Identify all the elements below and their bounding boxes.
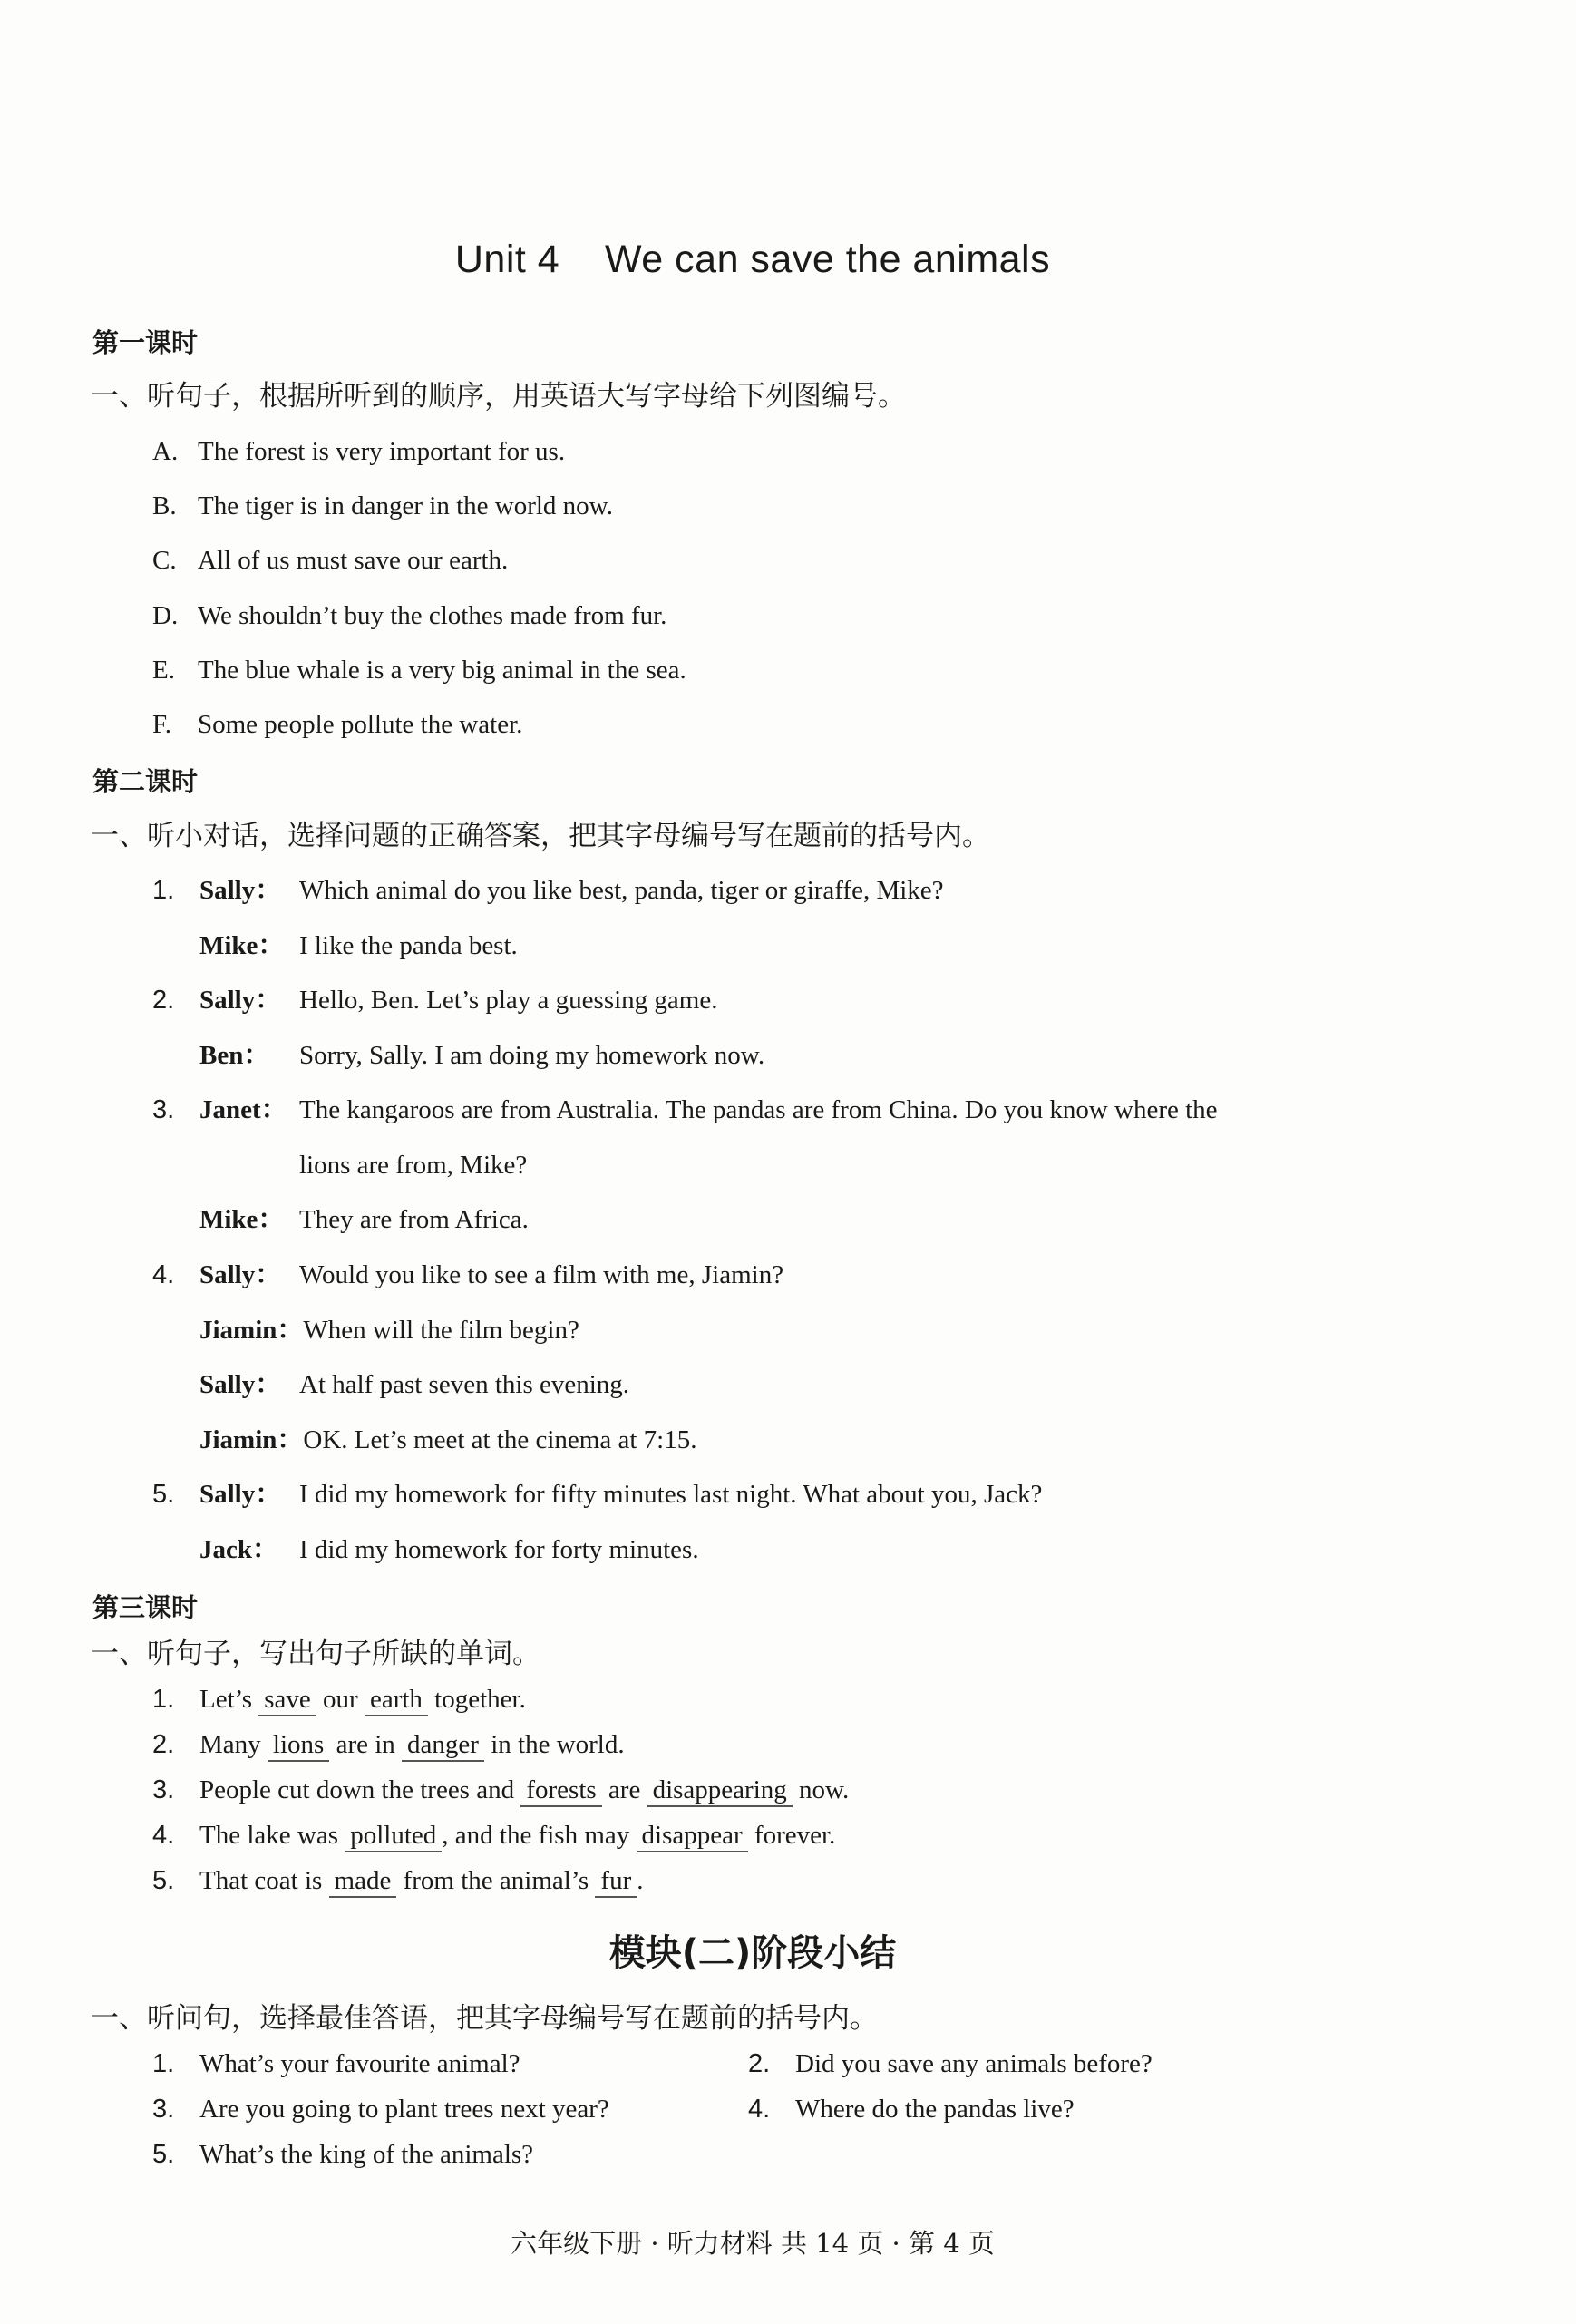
dialogue-number: 4. xyxy=(152,1260,175,1289)
dialogue-line xyxy=(152,1478,1042,1511)
dialogue-line-continuation: lions are from, Mike? xyxy=(299,1151,528,1180)
dialogue-number: 2. xyxy=(152,986,175,1015)
dialogue-line xyxy=(152,1039,764,1072)
speaker-name: Ben： xyxy=(199,1041,270,1070)
page-footer: 六年级下册 · 听力材料 共 14 页 · 第 4 页 xyxy=(511,2228,995,2259)
list-item xyxy=(152,1819,835,1852)
dialogue-text: When will the film begin? xyxy=(303,1316,579,1345)
dialogue-line xyxy=(152,1259,783,1291)
lesson3-heading: 第三课时 xyxy=(92,1592,199,1623)
speaker-name: Janet： xyxy=(199,1095,287,1124)
question-text: Are you going to plant trees next year? xyxy=(199,2095,609,2124)
dialogue-line xyxy=(152,929,518,962)
list-item xyxy=(152,654,686,686)
item-text: Some people pollute the water. xyxy=(198,710,523,739)
sentence-text: . xyxy=(637,1866,644,1895)
item-letter: D. xyxy=(152,601,179,630)
list-item xyxy=(152,435,565,468)
dialogue-text: Which animal do you like best, panda, tiger or giraffe, Mike? xyxy=(299,876,944,905)
sentence-text: are xyxy=(601,1775,647,1804)
list-item xyxy=(152,1864,644,1898)
lesson1-instruction: 一、听句子，根据所听到的顺序，用英语大写字母给下列图编号。 xyxy=(91,380,906,413)
item-text: All of us must save our earth. xyxy=(198,546,509,575)
question-number: 2. xyxy=(748,2049,771,2078)
sentence-text: , and the fish may xyxy=(442,1821,637,1850)
dialogue-text: At half past seven this evening. xyxy=(299,1370,630,1399)
answer-word: danger xyxy=(402,1729,484,1762)
item-number: 1. xyxy=(152,1685,175,1714)
answer-word: disappear xyxy=(637,1820,748,1852)
item-number: 5. xyxy=(152,1866,175,1895)
dialogue-line xyxy=(152,1203,529,1236)
question-text: What’s the king of the animals? xyxy=(199,2140,534,2169)
item-number: 4. xyxy=(152,1821,175,1850)
item-letter: C. xyxy=(152,546,177,575)
question-text: What’s your favourite animal? xyxy=(199,2049,520,2078)
dialogue-line xyxy=(152,1094,1218,1126)
question-item xyxy=(748,2093,1075,2125)
list-item xyxy=(152,544,508,577)
sentence-text: from the animal’s xyxy=(396,1866,596,1895)
dialogue-text: I did my homework for fifty minutes last night. What about you, Jack? xyxy=(299,1480,1043,1509)
question-number: 4. xyxy=(748,2095,771,2124)
question-text: Did you save any animals before? xyxy=(795,2049,1153,2078)
question-item xyxy=(152,2093,609,2125)
question-number: 1. xyxy=(152,2049,175,2078)
sentence-text: are in xyxy=(329,1730,403,1759)
sentence-text: together. xyxy=(427,1685,526,1714)
sentence-text: forever. xyxy=(747,1821,836,1850)
speaker-name: Jiamin： xyxy=(199,1425,304,1454)
dialogue-number: 5. xyxy=(152,1480,175,1509)
list-item xyxy=(152,490,613,522)
speaker-name: Jiamin： xyxy=(199,1316,304,1345)
answer-word: lions xyxy=(268,1729,329,1762)
speaker-name: Sally： xyxy=(199,986,282,1015)
lesson2-instruction: 一、听小对话，选择问题的正确答案，把其字母编号写在题前的括号内。 xyxy=(91,820,990,852)
item-number: 3. xyxy=(152,1775,175,1804)
list-item xyxy=(152,1728,625,1762)
dialogue-line xyxy=(152,1314,579,1347)
dialogue-text: OK. Let’s meet at the cinema at 7:15. xyxy=(303,1425,697,1454)
question-item xyxy=(152,2138,533,2171)
list-item xyxy=(152,599,666,632)
item-text: We shouldn’t buy the clothes made from fur. xyxy=(198,601,667,630)
lesson3-instruction: 一、听句子，写出句子所缺的单词。 xyxy=(91,1638,540,1670)
list-item xyxy=(152,1683,526,1716)
dialogue-line xyxy=(152,1368,629,1401)
sentence-text: in the world. xyxy=(483,1730,625,1759)
answer-word: made xyxy=(329,1865,397,1898)
sentence-text: our xyxy=(316,1685,365,1714)
question-number: 5. xyxy=(152,2140,175,2169)
item-number: 2. xyxy=(152,1730,175,1759)
lesson1-heading: 第一课时 xyxy=(92,327,199,358)
item-letter: A. xyxy=(152,437,179,466)
dialogue-number: 3. xyxy=(152,1095,175,1124)
item-letter: B. xyxy=(152,491,177,520)
speaker-name: Sally： xyxy=(199,1480,282,1509)
lesson2-heading: 第二课时 xyxy=(92,766,199,797)
dialogue-text: Would you like to see a film with me, Jiamin? xyxy=(299,1260,784,1289)
question-item xyxy=(152,2047,520,2080)
speaker-name: Mike： xyxy=(199,931,285,960)
sentence-text: Let’s xyxy=(199,1685,259,1714)
dialogue-text: The kangaroos are from Australia. The pandas are from China. Do you know where the xyxy=(299,1095,1218,1124)
dialogue-text: They are from Africa. xyxy=(299,1205,529,1234)
speaker-name: Jack： xyxy=(199,1535,279,1564)
list-item xyxy=(152,708,522,741)
list-item xyxy=(152,1774,849,1807)
dialogue-number: 1. xyxy=(152,876,175,905)
sentence-text: The lake was xyxy=(199,1821,345,1850)
dialogue-line xyxy=(152,874,944,907)
module-review-instruction: 一、听问句，选择最佳答语，把其字母编号写在题前的括号内。 xyxy=(91,2002,878,2035)
answer-word: fur xyxy=(595,1865,637,1898)
answer-word: polluted xyxy=(345,1820,442,1852)
sentence-text: now. xyxy=(792,1775,850,1804)
question-item xyxy=(748,2047,1153,2080)
dialogue-line xyxy=(152,1424,696,1456)
sentence-text: People cut down the trees and xyxy=(199,1775,521,1804)
question-number: 3. xyxy=(152,2095,175,2124)
speaker-name: Sally： xyxy=(199,876,282,905)
module-review-title: 模块(二)阶段小结 xyxy=(608,1932,897,1974)
item-letter: E. xyxy=(152,656,175,685)
question-text: Where do the pandas live? xyxy=(795,2095,1075,2124)
dialogue-text: Hello, Ben. Let’s play a guessing game. xyxy=(299,986,718,1015)
dialogue-line xyxy=(152,984,717,1016)
speaker-name: Mike： xyxy=(199,1205,285,1234)
item-letter: F. xyxy=(152,710,172,739)
dialogue-text: I did my homework for forty minutes. xyxy=(299,1535,699,1564)
sentence-text: That coat is xyxy=(199,1866,329,1895)
item-text: The blue whale is a very big animal in the sea. xyxy=(198,656,686,685)
speaker-name: Sally： xyxy=(199,1260,282,1289)
item-text: The forest is very important for us. xyxy=(198,437,566,466)
speaker-name: Sally： xyxy=(199,1370,282,1399)
dialogue-text: Sorry, Sally. I am doing my homework now. xyxy=(299,1041,765,1070)
answer-word: disappearing xyxy=(647,1775,793,1807)
answer-word: earth xyxy=(365,1684,428,1716)
dialogue-line xyxy=(152,1533,699,1566)
answer-word: save xyxy=(258,1684,316,1716)
answer-word: forests xyxy=(520,1775,601,1807)
item-text: The tiger is in danger in the world now. xyxy=(198,491,613,520)
dialogue-text: I like the panda best. xyxy=(299,931,518,960)
page-title: Unit 4 We can save the animals xyxy=(454,238,1051,281)
sentence-text: Many xyxy=(199,1730,268,1759)
